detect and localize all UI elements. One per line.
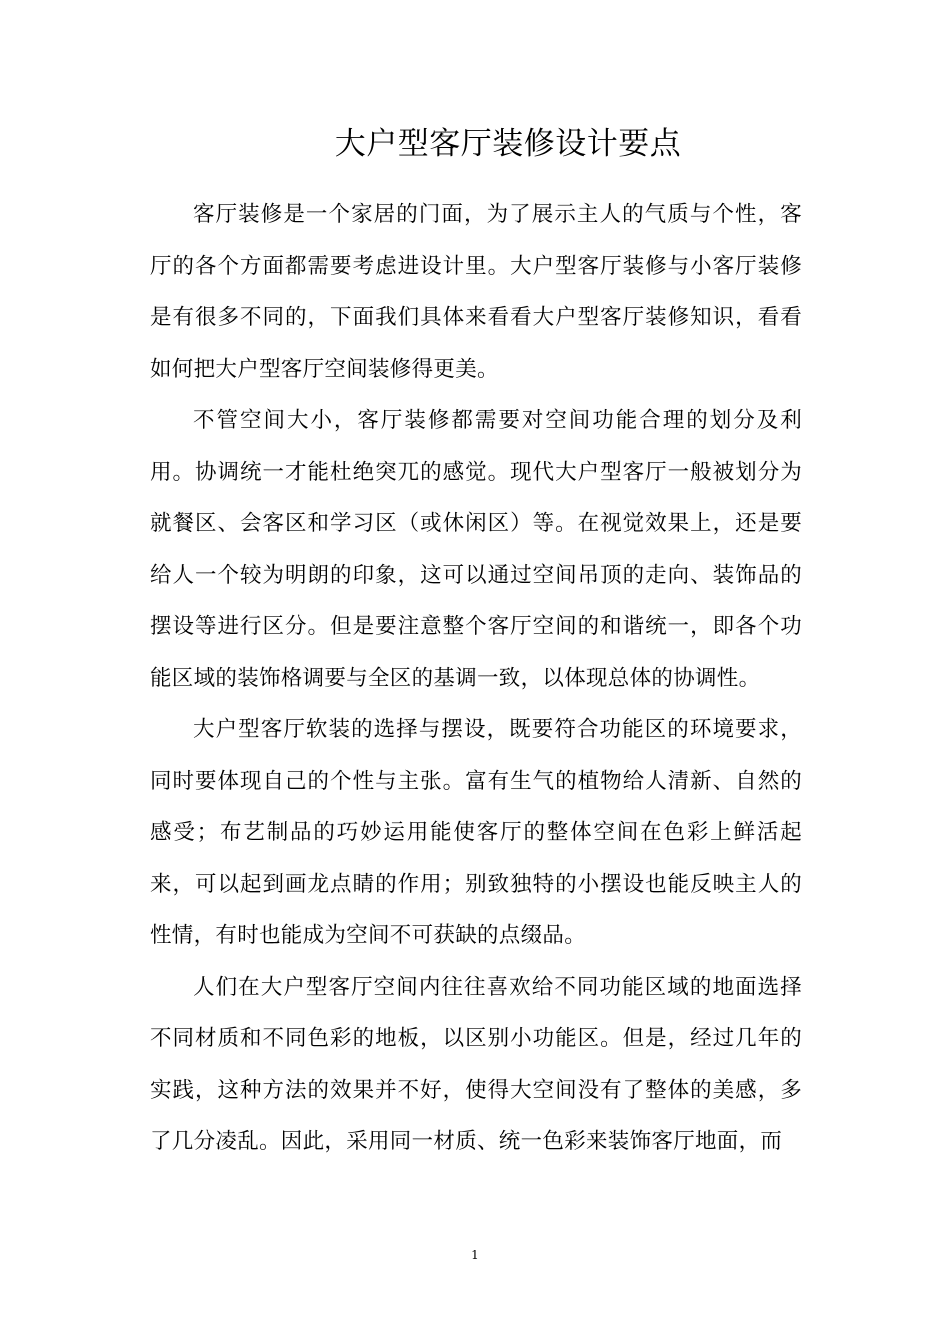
- document-title: 大户型客厅装修设计要点: [334, 126, 682, 162]
- paragraph-4: 人们在大户型客厅空间内往往喜欢给不同功能区域的地面选择不同材质和不同色彩的地板，以区别小功能区。但是，经过几年的实践，这种方法的效果并不好，使得大空间没有了整体的美感，多了几分凌乱。因此，采用同一材质、统一色彩来装饰客厅地面，而: [150, 974, 802, 1154]
- paragraph-3: 大户型客厅软装的选择与摆设，既要符合功能区的环境要求，同时要体现自己的个性与主张。富有生气的植物给人清新、自然的感受；布艺制品的巧妙运用能使客厅的整体空间在色彩上鲜活起来，可以起到画龙点睛的作用；别致独特的小摆设也能反映主人的性情，有时也能成为空间不可获缺的点缀品。: [150, 717, 802, 948]
- paragraph-2: 不管空间大小，客厅装修都需要对空间功能合理的划分及利用。协调统一才能杜绝突兀的感觉。现代大户型客厅一般被划分为就餐区、会客区和学习区（或休闲区）等。在视觉效果上，还是要给人一个较为明朗的印象，这可以通过空间吊顶的走向、装饰品的摆设等进行区分。但是要注意整个客厅空间的和谐统一，即各个功能区域的装饰格调要与全区的基调一致，以体现总体的协调性。: [150, 408, 802, 691]
- page-number: 1: [471, 1248, 479, 1262]
- paragraph-1: 客厅装修是一个家居的门面，为了展示主人的气质与个性，客厅的各个方面都需要考虑进设计里。大户型客厅装修与小客厅装修是有很多不同的，下面我们具体来看看大户型客厅装修知识，看看如何把大户型客厅空间装修得更美。: [150, 202, 802, 382]
- document-body: [150, 189, 802, 1168]
